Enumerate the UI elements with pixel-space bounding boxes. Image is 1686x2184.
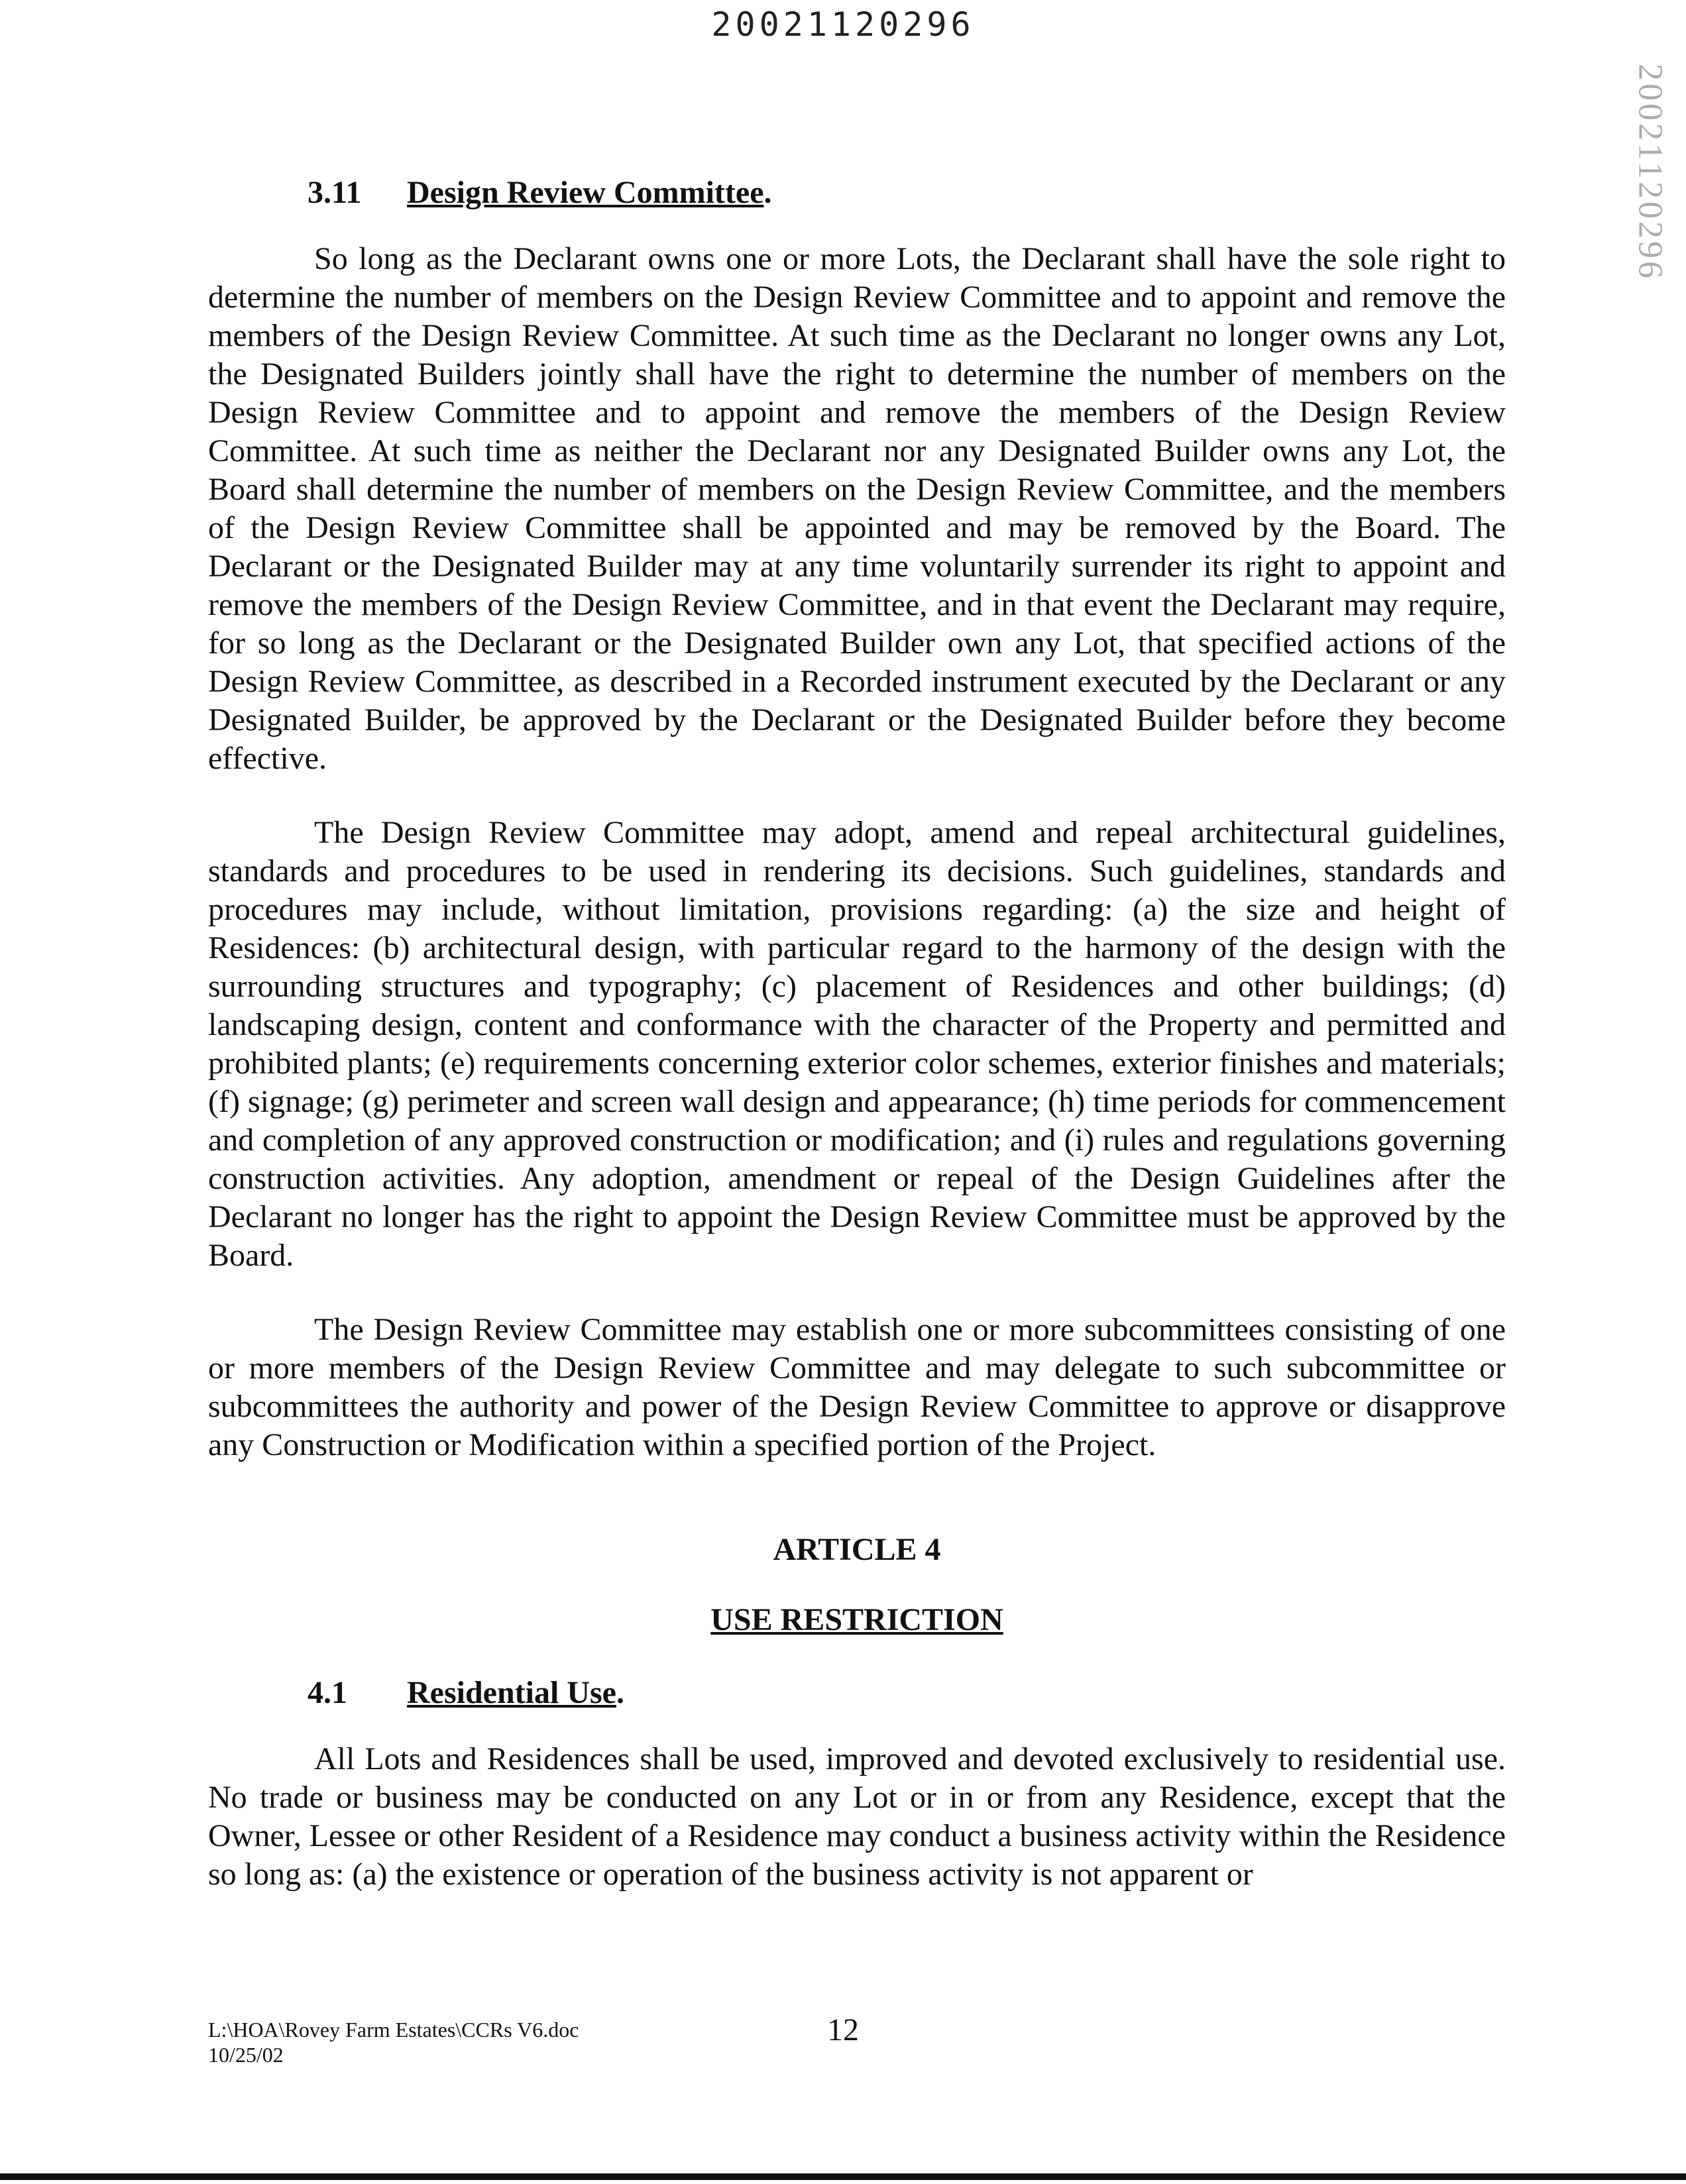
side-stamp: [1617, 63, 1683, 292]
article-label: ARTICLE 4: [773, 1532, 941, 1567]
paragraph: The Design Review Committee may adopt, amend and repeal architectural guidelines, standards and procedures to be used in rendering its decisions. Such guidelines, standards and procedures may include, without limitation, provisions regarding: (a) the size and height of Residences: (b) architectural design, with particular regard to the harmony of the design with the surrounding structures and typography; (c) placement of Residences and other buildings; (d) landscaping design, content and conformance with the character of the Property and permitted and prohibited plants; (e) requirements concerning exterior color schemes, exterior finishes and materials; (f) signage; (g) perimeter and screen wall design and appearance; (h) time periods for commencement and completion of any approved construction or modification; and (i) rules and regulations governing construction activities. Any adoption, amendment or repeal of the Design Guidelines after the Declarant no longer has the right to appoint the Design Review Committee must be approved by the Board.: [208, 815, 1506, 1273]
document-body: [208, 174, 1506, 1930]
footer-file-path: L:\HOA\Rovey Farm Estates\CCRs V6.doc: [208, 2018, 579, 2042]
paragraph: So long as the Declarant owns one or more Lots, the Declarant shall have the sole right to determine the number of members on the Design Review Committee and to appoint and remove the members of the Design Review Committee. At such time as the Declarant no longer owns any Lot, the Designated Builders jointly shall have the right to determine the number of members on the Design Review Committee and to appoint and remove the members of the Design Review Committee. At such time as neither the Declarant nor any Designated Builder owns any Lot, the Board shall determine the number of members on the Design Review Committee, and the members of the Design Review Committee shall be appointed and may be removed by the Board. The Declarant or the Designated Builder may at any time voluntarily surrender its right to appoint and remove the members of the Design Review Committee, and in that event the Declarant may require, for so long as the Declarant or the Designated Builder own any Lot, that specified actions of the Design Review Committee, as described in a Recorded instrument executed by the Declarant or any Designated Builder, be approved by the Declarant or the Designated Builder before they become effective.: [208, 241, 1506, 776]
section-heading-4-1: 4.1 Residential Use.: [208, 1674, 1506, 1712]
document-number: 20021120296: [711, 5, 975, 44]
section-number: 4.1: [308, 1675, 347, 1710]
footer-date: 10/25/02: [208, 2043, 284, 2067]
page-number: 12: [827, 2012, 859, 2048]
section-number: 3.11: [308, 175, 362, 210]
paragraph: All Lots and Residences shall be used, improved and devoted exclusively to residential use. No trade or business may be conducted on any Lot or in or from any Residence, except that the Owner, Lessee or other Resident of a Residence may conduct a business activity within the Residence so long as: (a) the existence or operation of the business activity is not apparent or: [208, 1741, 1506, 1892]
paragraph: The Design Review Committee may establish one or more subcommittees consisting of one or more members of the Design Review Committee and may delegate to such subcommittee or subcommittees the authority and power of the Design Review Committee to approve or disapprove any Construction or Modification within a specified portion of the Project.: [208, 1312, 1506, 1462]
section-title: Design Review Committee: [407, 175, 764, 210]
bottom-border-line: [0, 2173, 1686, 2180]
section-heading-3-11: 3.11 Design Review Committee.: [208, 174, 1506, 212]
article-title: USE RESTRICTION: [710, 1602, 1003, 1637]
section-title: Residential Use: [407, 1675, 616, 1710]
article-heading: [208, 1531, 1506, 1639]
side-stamp-text: 20021120296: [1631, 63, 1669, 282]
